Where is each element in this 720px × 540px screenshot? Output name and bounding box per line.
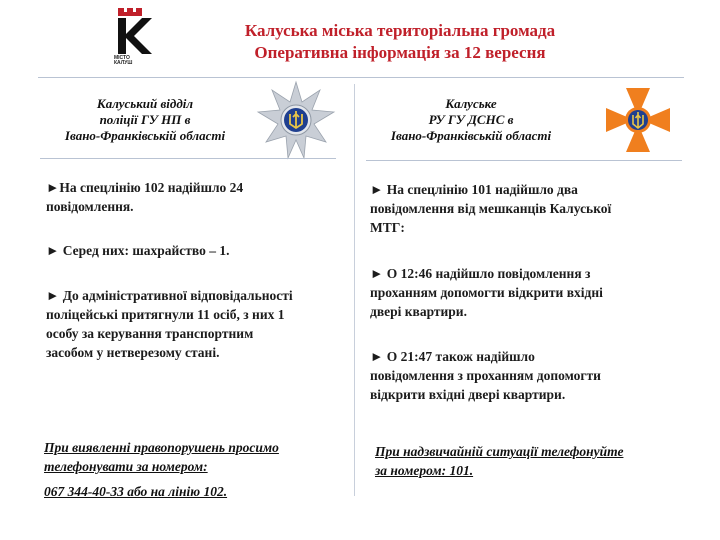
police-item-3-line1: ► До адміністративної відповідальності <box>46 288 293 303</box>
top-divider <box>38 77 684 78</box>
dsns-item-2-line3: двері квартири. <box>370 304 467 319</box>
police-item-2-line1: ► Серед них: шахрайство – 1. <box>46 243 230 258</box>
kalush-logo <box>114 8 156 68</box>
dsns-item-3-line2: повідомлення з проханням допомогти <box>370 368 601 383</box>
police-item-1-line1: ►На спецлінію 102 надійшло 24 <box>46 180 244 195</box>
police-divider <box>40 158 336 159</box>
dsns-org-title <box>366 96 576 144</box>
header-title-line1: Калуська міська територіальна громада <box>244 21 556 40</box>
police-star-emblem-icon <box>256 80 336 160</box>
dsns-org-line1: Калуське <box>445 96 497 111</box>
dsns-item-2 <box>370 264 680 321</box>
police-org-title <box>40 96 250 144</box>
police-item-3 <box>46 286 351 362</box>
dsns-org-line3: Івано-Франківській області <box>390 128 552 143</box>
dsns-contact-line1: При надзвичайній ситуації телефонуйте <box>375 444 624 459</box>
dsns-item-2-line1: ► О 12:46 надійшло повідомлення з <box>370 266 591 281</box>
dsns-contact-line2: за номером: 101. <box>375 463 474 478</box>
dsns-item-1-line3: МТГ: <box>370 220 405 235</box>
dsns-cross-emblem-icon <box>600 82 676 158</box>
police-contact <box>44 438 349 501</box>
logo-caption: МІСТО КАЛУШ <box>114 55 133 66</box>
page-header <box>175 20 625 64</box>
dsns-item-3-line1: ► О 21:47 також надійшло <box>370 349 535 364</box>
police-org-line3: Івано-Франківській області <box>64 128 226 143</box>
dsns-item-3-line3: відкрити вхідні двері квартири. <box>370 387 566 402</box>
police-item-1-line2: повідомлення. <box>46 199 134 214</box>
police-contact-line3: 067 344-40-33 або на лінію 102. <box>44 484 228 499</box>
police-item-3-line4: засобом у нетверезому стані. <box>46 345 220 360</box>
police-org-line1: Калуський відділ <box>96 96 194 111</box>
dsns-org-line2: РУ ГУ ДСНС в <box>428 112 514 127</box>
column-divider <box>354 84 355 496</box>
kalush-k-logo-icon <box>114 8 156 56</box>
police-contact-line1: При виявленні правопорушень просимо <box>44 440 279 455</box>
police-item-1 <box>46 178 346 216</box>
dsns-divider <box>366 160 682 161</box>
dsns-item-1-line2: повідомлення від мешканців Калуської <box>370 201 612 216</box>
dsns-item-2-line2: проханням допомогти відкрити вхідні <box>370 285 603 300</box>
police-org-line2: поліції ГУ НП в <box>99 112 191 127</box>
header-title-line2: Оперативна інформація за 12 вересня <box>254 43 546 62</box>
police-item-2 <box>46 241 346 260</box>
police-contact-line2: телефонувати за номером: <box>44 459 208 474</box>
dsns-item-1-line1: ► На спецлінію 101 надійшло два <box>370 182 578 197</box>
dsns-item-1 <box>370 180 680 237</box>
police-item-3-line3: особу за керування транспортним <box>46 326 254 341</box>
police-item-3-line2: поліцейські притягнули 11 осіб, з них 1 <box>46 307 285 322</box>
dsns-contact <box>375 442 685 480</box>
dsns-item-3 <box>370 347 680 404</box>
